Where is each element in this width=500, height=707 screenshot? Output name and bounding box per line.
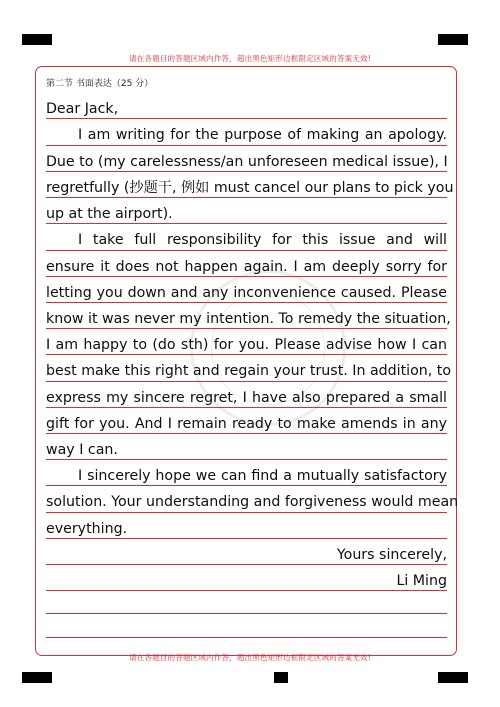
ruled-line xyxy=(46,250,447,251)
ruled-line xyxy=(46,145,447,146)
letter-line: regretfully (抄题干, 例如 must cancel our plans to pick you xyxy=(46,180,454,196)
registration-mark-top-right xyxy=(438,34,468,45)
section-title: 第二节 书面表达（25 分） xyxy=(46,79,154,89)
letter-line: best make this right and regain your trust. In addition, to xyxy=(46,363,452,379)
letter-signature: Li Ming xyxy=(396,573,447,589)
letter-line: I take full responsibility for this issue and will xyxy=(78,232,447,248)
letter-closing: Yours sincerely, xyxy=(336,547,447,563)
letter-line: gift for you. And I remain ready to make amends in any xyxy=(46,416,447,432)
registration-mark-bottom-center xyxy=(274,672,288,683)
letter-salutation: Dear Jack, xyxy=(46,101,119,117)
letter-line: solution. Your understanding and forgiveness would mean xyxy=(46,494,459,510)
letter-line: everything. xyxy=(46,521,128,537)
letter-line: know it was never my intention. To remedy the situation, xyxy=(46,311,451,327)
letter-line: I am happy to (do sth) for you. Please advise how I can xyxy=(46,337,447,353)
letter-line: I sincerely hope we can find a mutually satisfactory xyxy=(78,468,447,484)
ruled-line xyxy=(46,637,447,638)
registration-mark-bottom-right xyxy=(438,672,468,683)
ruled-line xyxy=(46,613,447,614)
letter-line: letting you down and any inconvenience caused. Please xyxy=(46,285,447,301)
letter-line: way I can. xyxy=(46,442,118,458)
ruled-line xyxy=(46,381,447,382)
letter-line: up at the airport). xyxy=(46,206,173,222)
letter-line: ensure it does not happen again. I am deeply sorry for xyxy=(46,259,447,275)
registration-mark-bottom-left xyxy=(22,672,52,683)
letter-line: I am writing for the purpose of making an apology. xyxy=(78,127,447,143)
ruled-line xyxy=(46,512,447,513)
letter-line: express my sincere regret, I have also prepared a small xyxy=(46,390,447,406)
footer-notice: 请在各题目的答题区域内作答，超出黑色矩形边框限定区域的答案无效! xyxy=(129,653,371,662)
registration-mark-top-left xyxy=(22,34,52,45)
letter-line: Due to (my carelessness/an unforeseen medical issue), I xyxy=(46,154,448,170)
header-notice: 请在各题目的答题区域内作答，超出黑色矩形边框限定区域的答案无效! xyxy=(129,54,371,63)
